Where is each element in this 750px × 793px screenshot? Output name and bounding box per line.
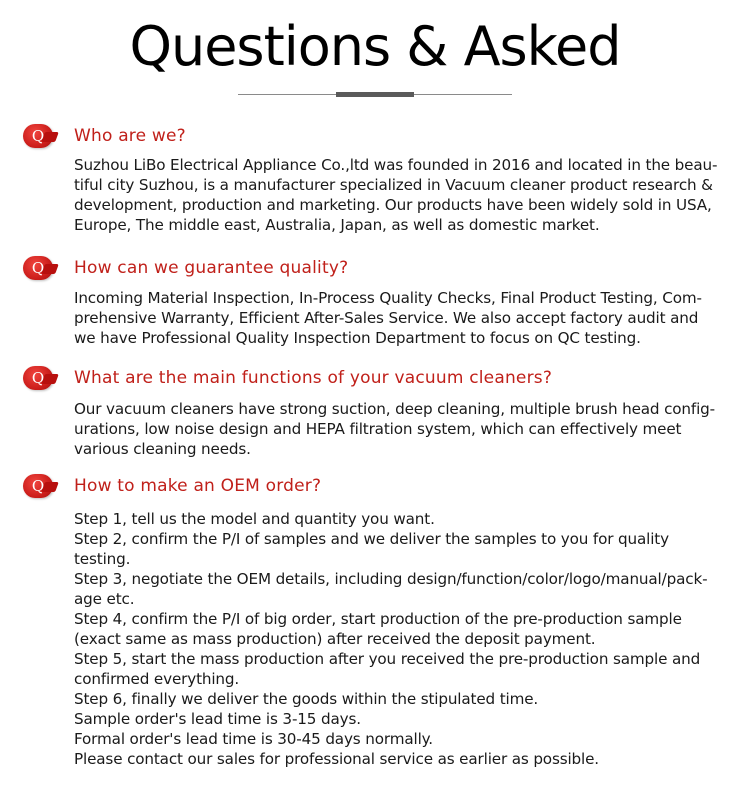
answer-line: urations, low noise design and HEPA filtration system, which can effectively meet xyxy=(74,420,682,438)
answer-line: Formal order's lead time is 30-45 days normally. xyxy=(74,730,433,748)
faq-question: How to make an OEM order? xyxy=(74,476,322,496)
answer-line: Step 3, negotiate the OEM details, including design/function/color/logo/manual/pack- xyxy=(74,570,708,588)
answer-line: Suzhou LiBo Electrical Appliance Co.,ltd was founded in 2016 and located in the beau- xyxy=(74,156,718,174)
answer-line: Sample order's lead time is 3-15 days. xyxy=(74,710,361,728)
answer-line: Europe, The middle east, Australia, Japan, as well as domestic market. xyxy=(74,216,600,234)
faq-answer xyxy=(74,399,734,459)
answer-line: prehensive Warranty, Efficient After-Sales Service. We also accept factory audit and xyxy=(74,309,699,327)
answer-line: age etc. xyxy=(74,590,135,608)
title-divider-accent xyxy=(336,92,414,97)
answer-line: Step 4, confirm the P/I of big order, start production of the pre-production sample xyxy=(74,610,682,628)
answer-line: tiful city Suzhou, is a manufacturer specialized in Vacuum cleaner product research & xyxy=(74,176,713,194)
answer-line: various cleaning needs. xyxy=(74,440,251,458)
answer-line: confirmed everything. xyxy=(74,670,240,688)
faq-answer xyxy=(74,288,734,348)
answer-line: Step 6, finally we deliver the goods within the stipulated time. xyxy=(74,690,539,708)
page-title: Questions & Asked xyxy=(129,15,621,78)
answer-line: (exact same as mass production) after received the deposit payment. xyxy=(74,630,596,648)
answer-line: Please contact our sales for professional service as earlier as possible. xyxy=(74,750,599,768)
faq-question: Who are we? xyxy=(74,126,186,146)
answer-line: testing. xyxy=(74,550,131,568)
answer-line: development, production and marketing. Our products have been widely sold in USA, xyxy=(74,196,712,214)
answer-line: Our vacuum cleaners have strong suction, deep cleaning, multiple brush head config- xyxy=(74,400,715,418)
q-badge-icon: Q xyxy=(23,366,53,390)
faq-answer xyxy=(74,509,734,769)
q-badge-icon: Q xyxy=(23,256,53,280)
faq-question: What are the main functions of your vacuum cleaners? xyxy=(74,368,553,388)
answer-line: Incoming Material Inspection, In-Process Quality Checks, Final Product Testing, Com- xyxy=(74,289,702,307)
q-badge-icon: Q xyxy=(23,474,53,498)
faq-answer xyxy=(74,155,734,235)
answer-line: Step 5, start the mass production after you received the pre-production sample and xyxy=(74,650,701,668)
answer-line: we have Professional Quality Inspection Department to focus on QC testing. xyxy=(74,329,641,347)
faq-question: How can we guarantee quality? xyxy=(74,258,349,278)
answer-line: Step 2, confirm the P/I of samples and we deliver the samples to you for quality xyxy=(74,530,669,548)
answer-line: Step 1, tell us the model and quantity you want. xyxy=(74,510,435,528)
q-badge-icon: Q xyxy=(23,124,53,148)
